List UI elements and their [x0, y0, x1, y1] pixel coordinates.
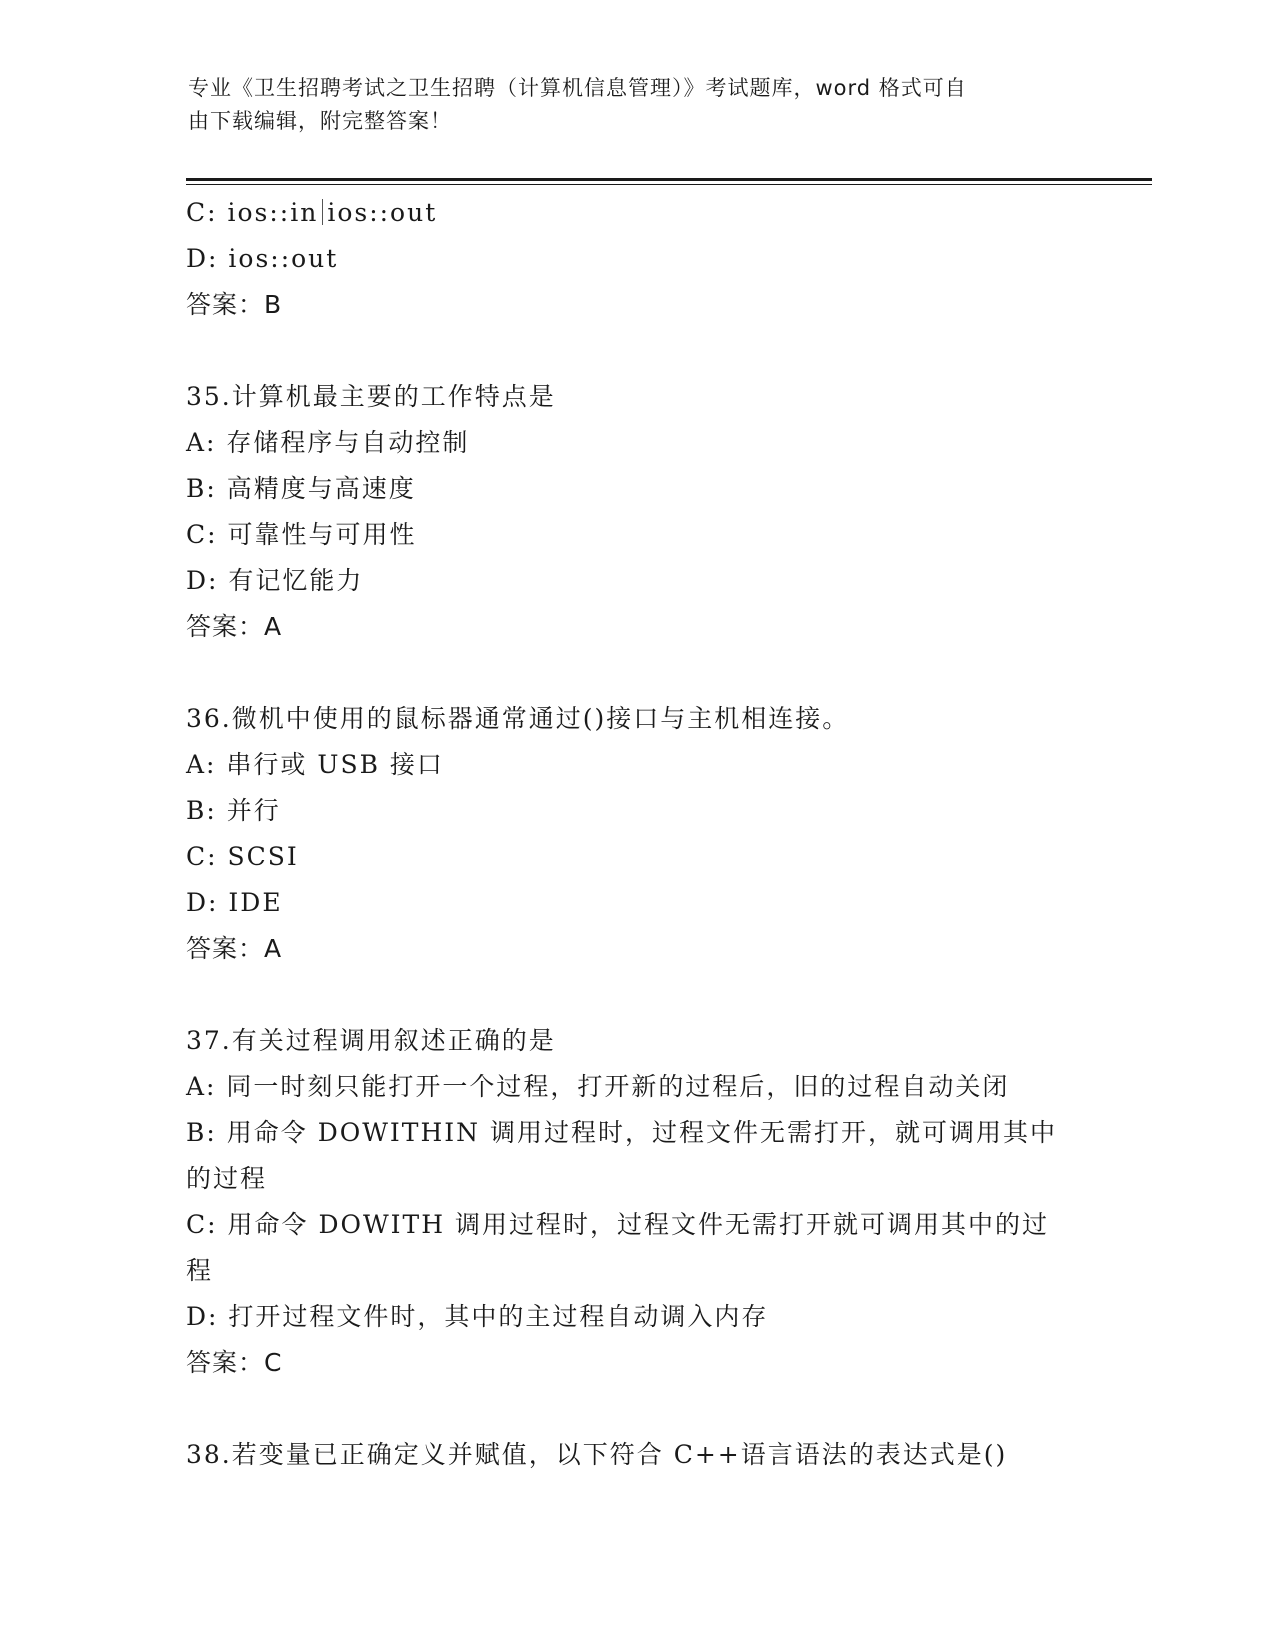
- spacer: [186, 972, 1086, 1018]
- prev-option-c: C: ios::in ios::out: [186, 198, 438, 227]
- spacer: [186, 328, 1086, 374]
- question-37-option-a: A: 同一时刻只能打开一个过程，打开新的过程后，旧的过程自动关闭: [186, 1072, 1010, 1101]
- question-36-stem: 36.微机中使用的鼠标器通常通过()接口与主机相连接。: [186, 704, 850, 733]
- prev-option-d: D: ios::out: [186, 244, 339, 273]
- question-35-option-a: A: 存储程序与自动控制: [186, 428, 470, 457]
- spacer: [186, 1386, 1086, 1432]
- question-37-option-c: C: 用命令 DOWITH 调用过程时，过程文件无需打开就可调用其中的过: [186, 1210, 1049, 1239]
- question-35-option-c: C: 可靠性与可用性: [186, 520, 417, 549]
- question-36-option-d: D: IDE: [186, 888, 283, 917]
- question-37-option-b-continued: 的过程: [186, 1164, 268, 1193]
- question-37-option-b: B: 用命令 DOWITHIN 调用过程时，过程文件无需打开，就可调用其中: [186, 1118, 1057, 1147]
- document-header: [188, 72, 1068, 138]
- header-line-2: 由下载编辑，附完整答案！: [188, 109, 452, 133]
- question-36-answer: 答案：A: [186, 934, 283, 963]
- header-rule-thin: [186, 184, 1152, 185]
- question-36-option-b: B: 并行: [186, 796, 281, 825]
- question-35-answer: 答案：A: [186, 612, 283, 641]
- header-rule-thick: [186, 178, 1152, 181]
- question-35-stem: 35.计算机最主要的工作特点是: [186, 382, 556, 411]
- question-37-option-d: D: 打开过程文件时，其中的主过程自动调入内存: [186, 1302, 769, 1331]
- spacer: [186, 650, 1086, 696]
- question-37-option-c-continued: 程: [186, 1256, 214, 1285]
- question-35-option-d: D: 有记忆能力: [186, 566, 364, 595]
- prev-answer: 答案：B: [186, 290, 283, 319]
- question-list: [186, 190, 1086, 1478]
- question-37-answer: 答案：C: [186, 1348, 283, 1377]
- header-line-1: 专业《卫生招聘考试之卫生招聘（计算机信息管理）》考试题库，word 格式可自: [188, 76, 967, 100]
- question-35-option-b: B: 高精度与高速度: [186, 474, 416, 503]
- pipe-separator: [322, 199, 323, 225]
- question-36-option-c: C: SCSI: [186, 842, 299, 871]
- question-36-option-a: A: 串行或 USB 接口: [186, 750, 444, 779]
- question-37-stem: 37.有关过程调用叙述正确的是: [186, 1026, 556, 1055]
- question-38-stem: 38.若变量已正确定义并赋值，以下符合 C++语言语法的表达式是(): [186, 1440, 1008, 1469]
